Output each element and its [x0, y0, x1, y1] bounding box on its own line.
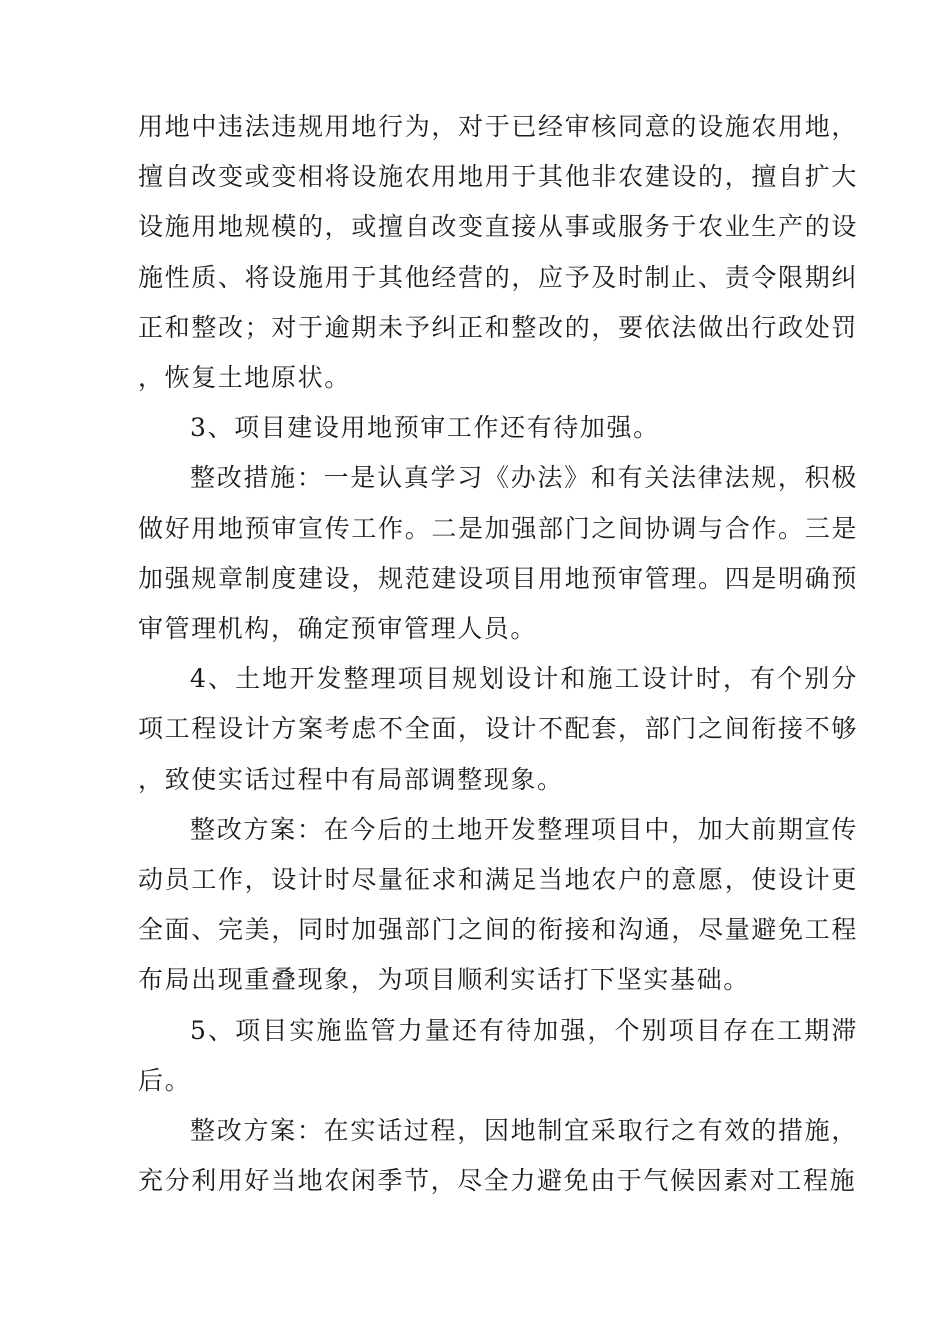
- paragraph-item-5-heading: 5、项目实施监管力量还有待加强，个别项目存在工期滞后。: [138, 1015, 858, 1095]
- paragraph-illegal-land-use: 用地中违法违规用地行为，对于已经审核同意的设施农用地，擅自改变或变相将设施农用地用于其他非农建设的，擅自扩大设施用地规模的，或擅自改变直接从事或服务于农业生产的设施性质、将设施用于其他经营的，应予及时制止、责令限期纠正和整改；对于逾期未予纠正和整改的，要依法做出行政处罚，恢复土地原状。: [138, 112, 858, 393]
- paragraph-item-4-heading: 4、土地开发整理项目规划设计和施工设计时，有个别分项工程设计方案考虑不全面，设计不配套，部门之间衔接不够，致使实话过程中有局部调整现象。: [138, 664, 858, 794]
- paragraph-item-5-plan: 整改方案：在实话过程，因地制宜采取行之有效的措施，充分利用好当地农闲季节，尽全力避免由于气候因素对工程施: [138, 1116, 858, 1196]
- paragraph-item-4-plan: 整改方案：在今后的土地开发整理项目中，加大前期宣传动员工作，设计时尽量征求和满足当地农户的意愿，使设计更全面、完美，同时加强部门之间的衔接和沟通，尽量避免工程布局出现重叠现象，为项目顺利实话打下坚实基础。: [138, 814, 858, 995]
- paragraph-item-3-measures: 整改措施：一是认真学习《办法》和有关法律法规，积极做好用地预审宣传工作。二是加强部门之间协调与合作。三是加强规章制度建设，规范建设项目用地预审管理。四是明确预审管理机构，确定预审管理人员。: [138, 463, 858, 644]
- document-body: [138, 102, 858, 1206]
- paragraph-item-3-heading: 3、项目建设用地预审工作还有待加强。: [190, 413, 660, 443]
